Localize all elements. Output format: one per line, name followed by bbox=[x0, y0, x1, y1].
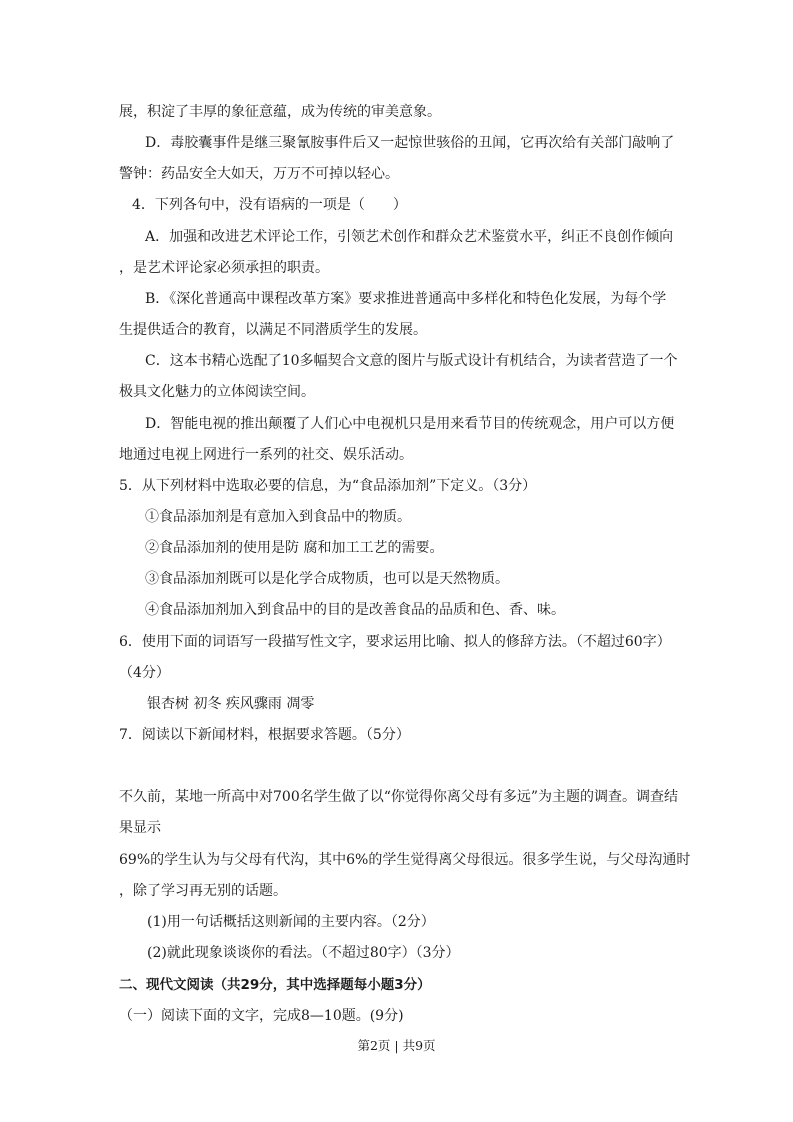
q6-word-list: 银杏树 初冬 疾风骤雨 凋零 bbox=[147, 696, 315, 712]
question-6-points: （4分） bbox=[119, 665, 170, 681]
question-4: 4．下列各句中，没有语病的一项是（ ） bbox=[132, 197, 407, 213]
subsection-heading: （一）阅读下面的文字，完成8—10题。(9分) bbox=[119, 1008, 404, 1024]
q4-option-d-line2: 地通过电视上网进行一系列的社交、娱乐活动。 bbox=[119, 447, 413, 463]
section-heading: 二、现代文阅读（共29分，其中选择题每小题3分） bbox=[119, 977, 431, 993]
q4-option-d-line1: D．智能电视的推出颠覆了人们心中电视机只是用来看节目的传统观念，用户可以方便 bbox=[145, 416, 675, 432]
q4-option-c-line1: C．这本书精心选配了10多幅契合文意的图片与版式设计有机结合，为读者营造了一个 bbox=[145, 353, 678, 369]
news-text-line4: ，除了学习再无别的话题。 bbox=[119, 883, 287, 899]
q5-item-1: ①食品添加剂是有意加入到食品中的物质。 bbox=[145, 509, 411, 525]
q5-item-2: ②食品添加剂的使用是防 腐和加工工艺的需要。 bbox=[145, 540, 444, 556]
question-5: 5．从下列材料中选取必要的信息，为“食品添加剂”下定义。（3分） bbox=[119, 478, 537, 494]
option-d-line2: 警钟：药品安全大如天，万万不可掉以轻心。 bbox=[119, 166, 399, 182]
news-text-line1: 不久前，某地一所高中对700名学生做了以“你觉得你离父母有多远”为主题的调查。调查结 bbox=[119, 789, 679, 805]
q7-subquestion-1: (1)用一句话概括这则新闻的主要内容。（2分） bbox=[147, 914, 435, 930]
news-text-line3: 69%的学生认为与父母有代沟，其中6%的学生觉得离父母很远。很多学生说，与父母沟通时 bbox=[119, 852, 691, 868]
text-line: 展，积淀了丰厚的象征意蕴，成为传统的审美意象。 bbox=[119, 104, 441, 120]
page-footer: 第2页 | 共9页 bbox=[357, 1038, 436, 1053]
question-7: 7．阅读以下新闻材料，根据要求答题。（5分） bbox=[119, 727, 410, 743]
q4-option-a-line1: A．加强和改进艺术评论工作，引领艺术创作和群众艺术鉴赏水平，纠正不良创作倾向 bbox=[145, 229, 674, 245]
option-d-line1: D．毒胶囊事件是继三聚氰胺事件后又一起惊世骇俗的丑闻，它再次给有关部门敲响了 bbox=[145, 135, 675, 151]
question-6: 6．使用下面的词语写一段描写性文字，要求运用比喻、拟人的修辞方法。（不超过60字） bbox=[119, 634, 671, 650]
q4-option-b-line1: B．《深化普通高中课程改革方案》要求推进普通高中多样化和特色化发展，为每个学 bbox=[145, 291, 667, 307]
q5-item-3: ③食品添加剂既可以是化学合成物质，也可以是天然物质。 bbox=[145, 571, 509, 587]
q4-option-c-line2: 极具文化魅力的立体阅读空间。 bbox=[119, 384, 315, 400]
q5-item-4: ④食品添加剂加入到食品中的目的是改善食品的品质和色、香、味。 bbox=[145, 602, 565, 618]
q4-option-b-line2: 生提供适合的教育，以满足不同潜质学生的发展。 bbox=[119, 322, 427, 338]
news-text-line2: 果显示 bbox=[119, 820, 161, 836]
q7-subquestion-2: (2)就此现象谈谈你的看法。（不超过80字）（3分） bbox=[147, 945, 460, 961]
q4-option-a-line2: ，是艺术评论家必须承担的职责。 bbox=[119, 260, 329, 276]
